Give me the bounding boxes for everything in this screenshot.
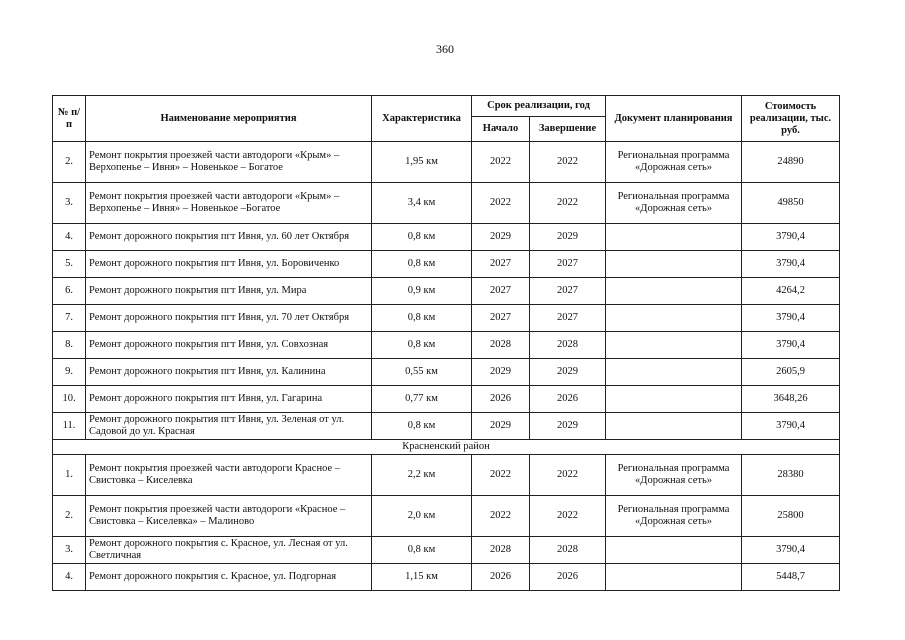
- cell-num: 2.: [53, 496, 86, 537]
- cell-document: Региональная программа «Дорожная сеть»: [606, 455, 742, 496]
- cell-document: [606, 224, 742, 251]
- cell-document: [606, 537, 742, 564]
- cell-num: 9.: [53, 359, 86, 386]
- cell-document: [606, 386, 742, 413]
- table-row: [53, 564, 840, 591]
- cell-start-year: 2022: [472, 142, 530, 183]
- cell-name: Ремонт дорожного покрытия с. Красное, ул. Лесная от ул. Светличная: [86, 537, 372, 564]
- table-row: [53, 224, 840, 251]
- header-end: Завершение: [530, 117, 606, 142]
- cell-name: Ремонт покрытия проезжей части автодороги «Красное – Свистовка – Киселевка» – Малиново: [86, 496, 372, 537]
- table-row: [53, 537, 840, 564]
- cell-characteristic: 0,8 км: [372, 332, 472, 359]
- cell-end-year: 2029: [530, 224, 606, 251]
- table-body-group2: [53, 455, 840, 591]
- cell-characteristic: 0,8 км: [372, 251, 472, 278]
- cell-document: [606, 564, 742, 591]
- cell-start-year: 2029: [472, 224, 530, 251]
- cell-num: 8.: [53, 332, 86, 359]
- cell-end-year: 2026: [530, 386, 606, 413]
- cell-num: 3.: [53, 183, 86, 224]
- header-document: Документ планирования: [606, 96, 742, 142]
- section-row: [53, 440, 840, 455]
- cell-cost: 3790,4: [742, 537, 840, 564]
- cell-start-year: 2027: [472, 278, 530, 305]
- cell-end-year: 2022: [530, 496, 606, 537]
- cell-name: Ремонт дорожного покрытия с. Красное, ул. Подгорная: [86, 564, 372, 591]
- cell-name: Ремонт дорожного покрытия пгт Ивня, ул. Зеленая от ул. Садовой до ул. Красная: [86, 413, 372, 440]
- cell-name: Ремонт дорожного покрытия пгт Ивня, ул. Калинина: [86, 359, 372, 386]
- cell-end-year: 2027: [530, 305, 606, 332]
- cell-cost: 3790,4: [742, 224, 840, 251]
- page-number: 360: [436, 42, 454, 56]
- cell-start-year: 2027: [472, 251, 530, 278]
- cell-name: Ремонт дорожного покрытия пгт Ивня, ул. Гагарина: [86, 386, 372, 413]
- cell-end-year: 2027: [530, 251, 606, 278]
- cell-end-year: 2022: [530, 183, 606, 224]
- cell-end-year: 2028: [530, 537, 606, 564]
- cell-document: Региональная программа «Дорожная сеть»: [606, 183, 742, 224]
- cell-cost: 3790,4: [742, 332, 840, 359]
- table-row: [53, 183, 840, 224]
- cell-characteristic: 2,0 км: [372, 496, 472, 537]
- cell-end-year: 2028: [530, 332, 606, 359]
- cell-characteristic: 0,8 км: [372, 224, 472, 251]
- cell-start-year: 2026: [472, 564, 530, 591]
- cell-characteristic: 2,2 км: [372, 455, 472, 496]
- cell-start-year: 2022: [472, 455, 530, 496]
- cell-name: Ремонт дорожного покрытия пгт Ивня, ул. 60 лет Октября: [86, 224, 372, 251]
- cell-characteristic: 0,77 км: [372, 386, 472, 413]
- cell-characteristic: 1,15 км: [372, 564, 472, 591]
- cell-end-year: 2029: [530, 413, 606, 440]
- cell-cost: 3790,4: [742, 251, 840, 278]
- cell-document: Региональная программа «Дорожная сеть»: [606, 142, 742, 183]
- cell-start-year: 2029: [472, 413, 530, 440]
- cell-characteristic: 3,4 км: [372, 183, 472, 224]
- cell-start-year: 2026: [472, 386, 530, 413]
- cell-num: 11.: [53, 413, 86, 440]
- cell-cost: 49850: [742, 183, 840, 224]
- cell-characteristic: 0,8 км: [372, 537, 472, 564]
- table-header: [53, 96, 840, 142]
- cell-cost: 5448,7: [742, 564, 840, 591]
- cell-name: Ремонт покрытия проезжей части автодороги «Крым» – Верхопенье – Ивня» – Новенькое –Богатое: [86, 183, 372, 224]
- cell-start-year: 2029: [472, 359, 530, 386]
- header-num: № п/п: [53, 96, 86, 142]
- cell-end-year: 2027: [530, 278, 606, 305]
- cell-document: [606, 305, 742, 332]
- cell-cost: 3790,4: [742, 305, 840, 332]
- cell-cost: 4264,2: [742, 278, 840, 305]
- table-row: [53, 251, 840, 278]
- section-title: Красненский район: [53, 440, 840, 455]
- cell-document: Региональная программа «Дорожная сеть»: [606, 496, 742, 537]
- cell-end-year: 2029: [530, 359, 606, 386]
- cell-name: Ремонт покрытия проезжей части автодороги Красное – Свистовка – Киселевка: [86, 455, 372, 496]
- table-row: [53, 278, 840, 305]
- cell-name: Ремонт дорожного покрытия пгт Ивня, ул. 70 лет Октября: [86, 305, 372, 332]
- cell-start-year: 2022: [472, 496, 530, 537]
- cell-characteristic: 0,9 км: [372, 278, 472, 305]
- cell-cost: 2605,9: [742, 359, 840, 386]
- cell-cost: 3790,4: [742, 413, 840, 440]
- cell-name: Ремонт дорожного покрытия пгт Ивня, ул. Мира: [86, 278, 372, 305]
- cell-num: 6.: [53, 278, 86, 305]
- cell-cost: 25800: [742, 496, 840, 537]
- header-characteristic: Характеристика: [372, 96, 472, 142]
- header-cost: Стоимость реализации, тыс. руб.: [742, 96, 840, 142]
- header-period: Срок реализации, год: [472, 96, 606, 117]
- cell-characteristic: 0,8 км: [372, 413, 472, 440]
- cell-end-year: 2022: [530, 455, 606, 496]
- cell-start-year: 2028: [472, 332, 530, 359]
- cell-cost: 3648,26: [742, 386, 840, 413]
- table-row: [53, 142, 840, 183]
- table-row: [53, 359, 840, 386]
- cell-num: 10.: [53, 386, 86, 413]
- cell-characteristic: 0,8 км: [372, 305, 472, 332]
- cell-num: 7.: [53, 305, 86, 332]
- cell-characteristic: 1,95 км: [372, 142, 472, 183]
- cell-num: 5.: [53, 251, 86, 278]
- cell-name: Ремонт дорожного покрытия пгт Ивня, ул. Боровиченко: [86, 251, 372, 278]
- cell-document: [606, 278, 742, 305]
- cell-document: [606, 332, 742, 359]
- cell-characteristic: 0,55 км: [372, 359, 472, 386]
- cell-num: 2.: [53, 142, 86, 183]
- table-row: [53, 386, 840, 413]
- cell-start-year: 2028: [472, 537, 530, 564]
- table-row: [53, 496, 840, 537]
- section-body: [53, 440, 840, 455]
- table-row: [53, 305, 840, 332]
- table-row: [53, 413, 840, 440]
- cell-name: Ремонт покрытия проезжей части автодороги «Крым» – Верхопенье – Ивня» – Новенькое – Богатое: [86, 142, 372, 183]
- plan-table: [52, 95, 840, 591]
- cell-cost: 24890: [742, 142, 840, 183]
- cell-cost: 28380: [742, 455, 840, 496]
- cell-document: [606, 251, 742, 278]
- cell-num: 1.: [53, 455, 86, 496]
- cell-document: [606, 413, 742, 440]
- cell-end-year: 2026: [530, 564, 606, 591]
- cell-document: [606, 359, 742, 386]
- header-start: Начало: [472, 117, 530, 142]
- cell-start-year: 2027: [472, 305, 530, 332]
- cell-num: 4.: [53, 564, 86, 591]
- cell-num: 3.: [53, 537, 86, 564]
- table-body-group1: [53, 142, 840, 440]
- cell-start-year: 2022: [472, 183, 530, 224]
- cell-num: 4.: [53, 224, 86, 251]
- table-row: [53, 455, 840, 496]
- cell-name: Ремонт дорожного покрытия пгт Ивня, ул. Совхозная: [86, 332, 372, 359]
- cell-end-year: 2022: [530, 142, 606, 183]
- header-name: Наименование мероприятия: [86, 96, 372, 142]
- table-row: [53, 332, 840, 359]
